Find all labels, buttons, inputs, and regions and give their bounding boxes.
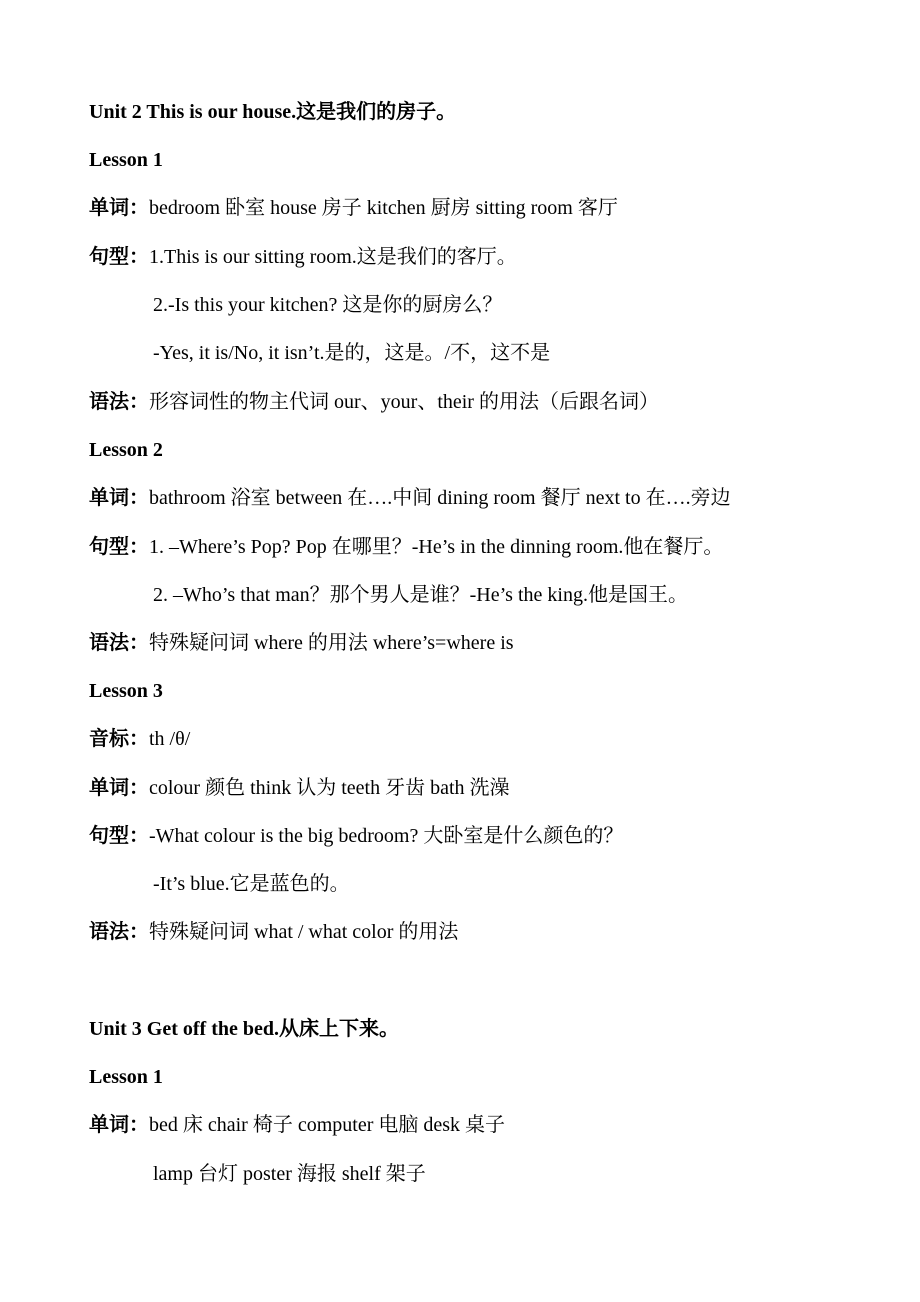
words-text: bed 床 chair 椅子 computer 电脑 desk 桌子 — [149, 1114, 506, 1136]
unit2-lesson3-sentence-1 — [89, 824, 623, 848]
unit3-lesson1-words — [89, 1113, 505, 1137]
sentence-text: 1. –Where’s Pop? Pop 在哪里？-He’s in the dinning room.他在餐厅。 — [149, 536, 724, 558]
unit2-lesson1-sentence-3: -Yes, it is/No, it isn’t.是的，这是。/不，这不是 — [153, 342, 551, 364]
words-text: colour 颜色 think 认为 teeth 牙齿 bath 洗澡 — [149, 777, 510, 799]
unit2-lesson2-sentence-1 — [89, 535, 723, 559]
unit2-lesson2-sentence-2: 2. –Who’s that man？那个男人是谁？-He’s the king.他是国王。 — [153, 584, 688, 606]
unit2-lesson2-grammar — [89, 631, 514, 655]
sentences-label: 句型： — [89, 246, 149, 268]
unit2-lesson3-sentence-2: -It’s blue.它是蓝色的。 — [153, 873, 350, 895]
unit3-lesson1-heading: Lesson 1 — [89, 1066, 163, 1088]
unit2-lesson1-heading: Lesson 1 — [89, 149, 163, 171]
grammar-label: 语法： — [89, 632, 149, 654]
watermark: www.zixin.com.cn — [485, 601, 896, 657]
sentences-label: 句型： — [89, 536, 149, 558]
words-text: bedroom 卧室 house 房子 kitchen 厨房 sitting room 客厅 — [149, 197, 618, 219]
grammar-label: 语法： — [89, 391, 149, 413]
grammar-text: 形容词性的物主代词 our、your、their 的用法（后跟名词） — [149, 391, 659, 413]
unit3-lesson1-words-2: lamp 台灯 poster 海报 shelf 架子 — [153, 1163, 426, 1185]
unit2-title: Unit 2 This is our house.这是我们的房子。 — [89, 101, 457, 123]
phonetic-label: 音标： — [89, 728, 149, 750]
phonetic-text: th /θ/ — [149, 728, 191, 750]
words-label: 单词： — [89, 777, 149, 799]
grammar-label: 语法： — [89, 921, 149, 943]
unit2-lesson3-phonetic — [89, 727, 190, 751]
unit2-lesson3-heading: Lesson 3 — [89, 680, 163, 702]
words-label: 单词： — [89, 1114, 149, 1136]
words-text: bathroom 浴室 between 在….中间 dining room 餐厅 next to 在….旁边 — [149, 487, 731, 509]
unit2-lesson2-words — [89, 486, 731, 510]
grammar-text: 特殊疑问词 what / what color 的用法 — [149, 921, 459, 943]
sentence-text: 1.This is our sitting room.这是我们的客厅。 — [149, 246, 517, 268]
unit2-lesson1-sentence-1 — [89, 245, 517, 269]
unit2-lesson2-heading: Lesson 2 — [89, 439, 163, 461]
unit2-lesson3-words — [89, 776, 510, 800]
unit2-lesson1-grammar — [89, 390, 659, 414]
words-label: 单词： — [89, 487, 149, 509]
unit2-lesson1-sentence-2: 2.-Is this your kitchen? 这是你的厨房么？ — [153, 294, 503, 316]
sentences-label: 句型： — [89, 825, 149, 847]
sentence-text: -What colour is the big bedroom? 大卧室是什么颜色的？ — [149, 825, 624, 847]
unit2-lesson1-words — [89, 196, 618, 220]
grammar-text: 特殊疑问词 where 的用法 where’s=where is — [149, 632, 514, 654]
unit2-lesson3-grammar — [89, 920, 458, 944]
unit3-title: Unit 3 Get off the bed.从床上下来。 — [89, 1018, 399, 1040]
words-label: 单词： — [89, 197, 149, 219]
